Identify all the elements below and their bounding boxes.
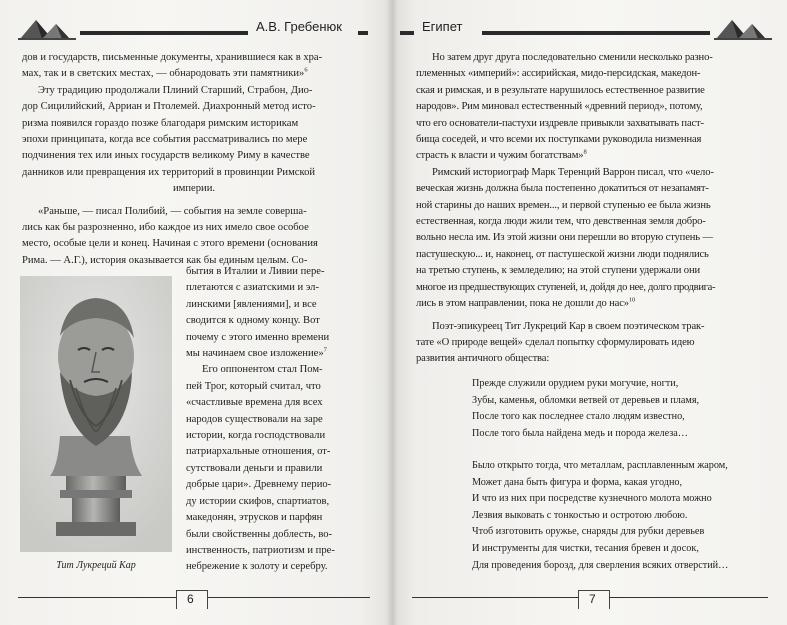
- text-line: ной старины до наших времен..., и первой ступенью ее была жизнь: [416, 199, 711, 211]
- text-line: дор Сицилийский, Арриан и Птолемей. Диахронный метод исто-: [22, 101, 316, 113]
- text-line: македонян, этрусков и парфян: [186, 512, 323, 524]
- text-line: лись как бы разрозненно, ибо каждое из них имело свое особое: [22, 222, 309, 234]
- text-line: Но затем друг друга последовательно сменили несколько разно-: [432, 52, 713, 63]
- poem-line: Зубы, каменья, обломки ветвей от деревьев и пламя,: [472, 394, 700, 406]
- poem-stanza-1: [472, 376, 772, 442]
- text-line: страсть к власти и чужим богатствам»$^8$: [416, 148, 587, 162]
- text-line: лись в этом направлении, пока не дошли до нас»$^{10}$: [416, 296, 636, 310]
- text-line: плетаются с азиатскими и эл-: [186, 282, 319, 294]
- text-line: Эту традицию продолжали Плиний Старший, Страбон, Дио-: [38, 84, 313, 96]
- text-line: веческая жизнь должна была постепенно докатиться от незапамят-: [416, 183, 709, 195]
- text-line: бища соседей, и что всеми их поступками руководила низменная: [416, 134, 702, 146]
- text-line: патриархальные отношения, от-: [186, 446, 331, 458]
- text-line: подчинения тех или иных государств великому Риму в качестве: [22, 150, 310, 162]
- text-line: ду истории скифов, спартиатов,: [186, 495, 330, 507]
- poem-line: После того как последнее стало людям известно,: [472, 411, 685, 423]
- text-line: были свойственны доблесть, во-: [186, 528, 333, 540]
- left-page: [0, 0, 392, 625]
- left-header-title: А.В. Гребенюк: [256, 19, 342, 34]
- text-line: развития античного общества:: [416, 353, 550, 365]
- portrait-caption: Тит Лукреций Кар: [56, 560, 136, 571]
- header-rule-right: [482, 31, 710, 35]
- poem-line: Прежде служили орудием руки могучие, ногти,: [472, 378, 679, 389]
- text-line: ризма появился гораздо позже благодаря римским историкам: [22, 117, 299, 129]
- text-line: естественная, когда люди жили тем, что девственная земля добро-: [416, 216, 706, 228]
- poem-line: Может дана быть фигура и форма, какая угодно,: [472, 476, 683, 488]
- text-line: мах, так и в светских местах, — обнародовать эти памятники»$^6$: [22, 66, 308, 80]
- text-line: Его оппонентом стал Пом-: [202, 364, 323, 376]
- text-line: линскими [явлениями], и все: [186, 298, 317, 310]
- text-line: добрые цари». Древнему перио-: [186, 479, 332, 491]
- text-line: сводится к одному концу. Вот: [186, 315, 320, 327]
- poem-line: И инструменты для чистки, тесания бревен и досок,: [472, 542, 699, 554]
- text-line: дов и государств, письменные документы, хранившиеся как в хра-: [22, 52, 323, 63]
- header-rule-left-end: [358, 31, 368, 35]
- text-line: «Раньше, — писал Полибий, — события на земле соверша-: [38, 205, 307, 217]
- text-line: племенных «империй»: ассирийская, мидо-персидская, македон-: [416, 68, 701, 80]
- text-line: Рима. — А.Г.), история оказывается как бы единым целым. Со-: [22, 254, 308, 266]
- text-line: тате «О природе вещей» сделал попытку сформулировать идею: [416, 336, 695, 348]
- poem-line: После того была найдена медь и порода железа…: [472, 427, 688, 439]
- header-rule-right-start: [400, 31, 414, 35]
- text-line: небрежение к золоту и серебру.: [186, 561, 328, 573]
- text-line: народов». Рим миновал естественный «древний период», потому,: [416, 101, 703, 113]
- page-number-right: 7: [589, 592, 596, 606]
- text-line: вольно несла им. Из этой жизни они перешли во вторую ступень —: [416, 232, 713, 244]
- poem-stanza-2: [472, 458, 772, 574]
- text-line: Римский историограф Марк Теренций Варрон писал, что «чело-: [432, 166, 714, 178]
- text-line: истории, когда господствовали: [186, 430, 326, 442]
- poem-line: И что из них при посредстве кузнечного молота можно: [472, 493, 712, 505]
- text-line: бытия в Италии и Ливии пере-: [186, 266, 325, 277]
- text-line: сутствовали деньги и правили: [186, 462, 323, 474]
- poem-line: Было открыто тогда, что металлам, расплавленным жаром,: [472, 460, 728, 471]
- poem-line: Лезвия выковать с тонкостью и остротою любою.: [472, 509, 688, 521]
- text-line: эпохи принципата, когда все события рассматривались по мере: [22, 134, 308, 146]
- text-line: место, особые цели и конец. Начиная с этого времени (основания: [22, 238, 318, 250]
- text-line: почему с этого именно времени: [186, 331, 330, 343]
- text-line: инственность, патриотизм и пре-: [186, 544, 335, 556]
- right-header-title: Египет: [422, 19, 463, 34]
- page-number-left: 6: [187, 592, 194, 606]
- text-line: народов существовали на заре: [186, 413, 323, 425]
- header-rule-left: [80, 31, 248, 35]
- right-body: [416, 50, 764, 368]
- text-line: пей Трог, который считал, что: [186, 380, 321, 392]
- text-line: что его основатели-пастухи издревле привыкли захватывать паст-: [416, 117, 704, 129]
- text-line: мы начинаем свое изложение»$^7$: [186, 346, 327, 360]
- bust-illustration: [20, 276, 172, 552]
- pyramids-icon: [18, 14, 76, 42]
- text-line: Поэт-эпикуреец Тит Лукреций Кар в своем поэтическом трак-: [432, 320, 705, 332]
- left-body-top: [22, 50, 366, 269]
- text-line: данников или превращения их территорий в провинции Римской: [22, 166, 316, 178]
- book-gutter: [386, 0, 398, 625]
- poem-line: Для проведения борозд, для сверления всяких отверстий…: [472, 559, 729, 571]
- lucretius-portrait: [20, 276, 172, 552]
- pyramids-icon: [714, 14, 772, 42]
- text-line: на третью ступень, к земледелию; на этой ступени удержали они: [416, 265, 700, 277]
- text-line: ская и римская, и в результате нарушилось естественное развитие: [416, 84, 705, 96]
- poem-line: Чтоб изготовить оружье, снаряды для рубки деревьев: [472, 526, 705, 538]
- right-page: [392, 0, 787, 625]
- text-line: «счастливые времена для всех: [186, 397, 323, 409]
- text-line: пастушескую... и, наконец, от пастушеской жизни люди поднялись: [416, 248, 709, 260]
- left-body-wrap: [186, 264, 366, 576]
- text-line: многое из предшествующих ступеней, и, дойдя до нее, долго продвига-: [416, 281, 716, 293]
- text-line: империи.: [172, 183, 216, 195]
